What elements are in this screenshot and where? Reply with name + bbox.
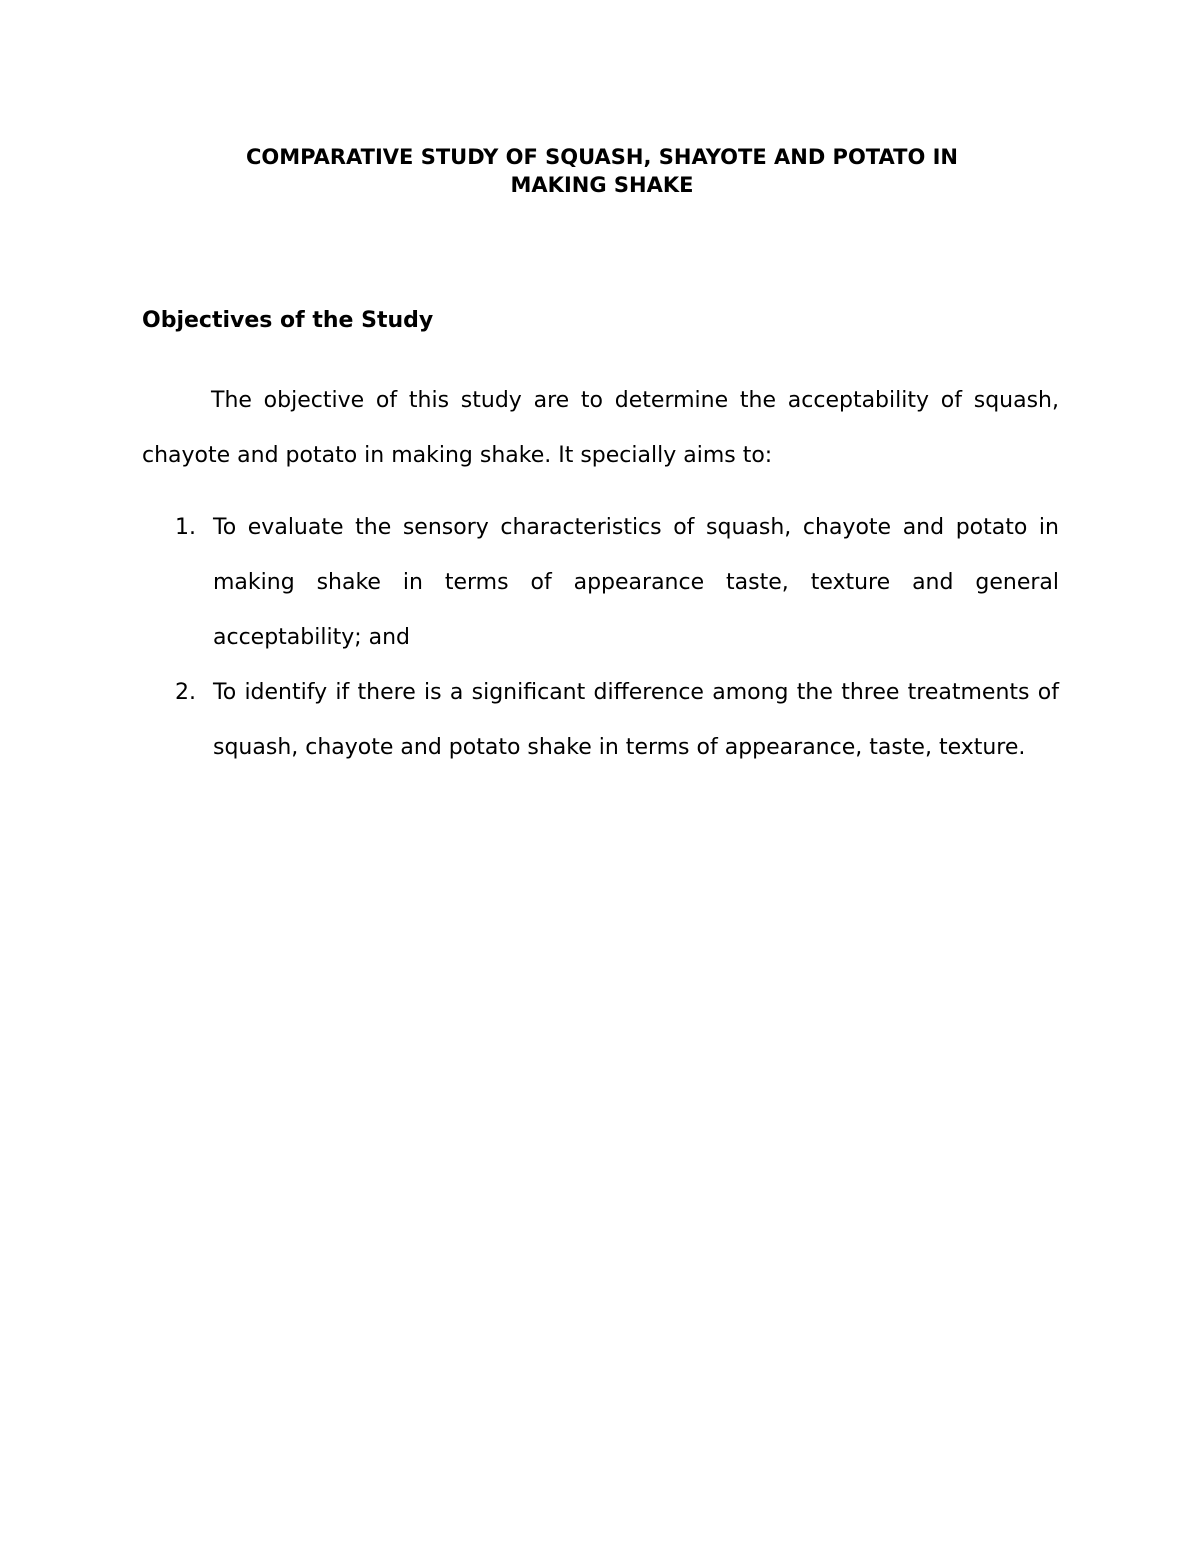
list-item [142, 500, 1059, 665]
list-item-text: To identify if there is a significant difference among the three treatments of squash, chayote and potato shake in terms of appearance, taste, texture. [213, 680, 1059, 760]
list-item [142, 665, 1059, 775]
intro-paragraph: The objective of this study are to determine the acceptability of squash, chayote and potato in making shake. It specially aims to: [142, 388, 1059, 468]
list-item-number: 2. [175, 680, 196, 705]
objectives-list [142, 500, 1059, 775]
title-line-2: MAKING SHAKE [510, 173, 694, 197]
document-title [142, 143, 1062, 199]
section-heading: Objectives of the Study [142, 308, 434, 333]
list-item-number: 1. [175, 515, 196, 540]
title-line-1: COMPARATIVE STUDY OF SQUASH, SHAYOTE AND POTATO IN [245, 145, 958, 169]
list-item-text: To evaluate the sensory characteristics of squash, chayote and potato in making shake in terms of appearance taste, texture and general acceptability; and [213, 515, 1059, 650]
